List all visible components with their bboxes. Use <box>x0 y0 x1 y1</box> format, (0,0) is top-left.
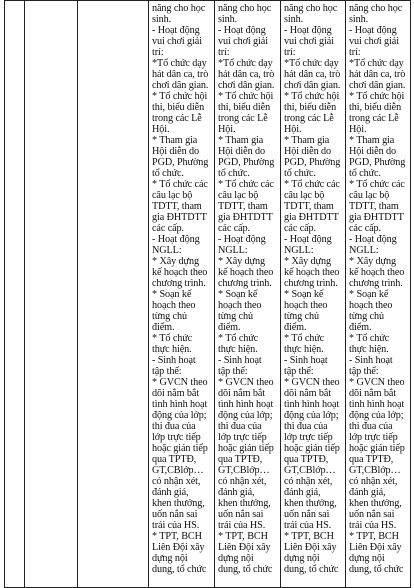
cell-line: GT,CBlớp… <box>284 465 336 476</box>
cell-line: thi đua của <box>152 421 196 432</box>
cell-line: *Tổ chức dạy <box>349 58 404 69</box>
cell-line: sinh. <box>218 14 238 25</box>
cell-line: động của lớp; <box>218 410 273 421</box>
cell-line: * Tổ chức hội <box>152 91 208 102</box>
cell-line: PGD, Phường <box>218 157 275 168</box>
cell-line: năng cho học <box>284 3 338 14</box>
cell-line: từng chủ <box>284 311 319 322</box>
cell-line: thực hiện. <box>152 344 192 355</box>
cell-line: PGD, Phường <box>349 157 406 168</box>
cell-line: * Tham gia <box>284 135 330 146</box>
cell-line: các cấp. <box>284 223 316 234</box>
cell-line: * Soạn kế <box>152 289 192 300</box>
cell-line: - Hoạt động <box>349 234 397 245</box>
cell-line: trái của HS. <box>349 520 397 531</box>
cell-line: * Xây dựng <box>218 256 265 267</box>
table-cell-activities <box>149 1 215 588</box>
cell-line: * TPT, BCH <box>349 531 399 542</box>
cell-line: vui chơi giải <box>349 36 399 47</box>
cell-line: thi, biểu diễn <box>349 102 402 113</box>
cell-line: * Tổ chức <box>349 333 390 344</box>
cell-line: Hội diễn do <box>349 146 397 157</box>
cell-line: trong các Lễ <box>349 113 399 124</box>
cell-line: hoạch theo <box>152 300 196 311</box>
cell-line: Liên Đội xây <box>152 542 205 553</box>
cell-line: trong các Lễ <box>218 113 268 124</box>
cell-line: chương trình. <box>349 278 403 289</box>
cell-line: - Hoạt động <box>284 234 332 245</box>
cell-line: NGLL: <box>218 245 248 256</box>
cell-line: uốn nắn sai <box>349 509 395 520</box>
cell-line: câu lạc bộ <box>152 190 193 201</box>
cell-line: - Sinh hoạt <box>284 355 328 366</box>
cell-line: GT,CBlớp… <box>349 465 401 476</box>
cell-line: chơi dân gian. <box>218 80 275 91</box>
cell-line: tổ chức. <box>152 168 184 179</box>
cell-line: hát dân ca, trò <box>284 69 341 80</box>
cell-line: năng cho học <box>152 3 206 14</box>
cell-line: * Tham gia <box>218 135 264 146</box>
cell-line: * Tham gia <box>152 135 198 146</box>
cell-line: điểm. <box>284 322 307 333</box>
cell-line: NGLL: <box>349 245 379 256</box>
cell-line: * Xây dựng <box>349 256 396 267</box>
cell-line: tổ chức. <box>218 168 250 179</box>
cell-line: điểm. <box>218 322 241 333</box>
cell-line: thi đua của <box>349 421 393 432</box>
cell-line: trái của HS. <box>284 520 332 531</box>
table-cell-activities <box>346 1 411 588</box>
cell-line: lớp trực tiếp <box>152 432 201 443</box>
cell-line: đánh giá, <box>284 487 321 498</box>
cell-line: hoặc gián tiếp <box>152 443 208 454</box>
cell-line: tổ chức. <box>284 168 316 179</box>
cell-line: khen thưởng, <box>152 498 205 509</box>
cell-line: * Xây dựng <box>284 256 331 267</box>
cell-line: dung, tổ chức <box>349 564 404 575</box>
cell-line: Liên Đội xây <box>218 542 271 553</box>
cell-line: * Tổ chức các <box>218 179 274 190</box>
cell-line: trí: <box>152 47 164 58</box>
cell-line: TDTT, tham <box>349 201 399 212</box>
cell-line: * Tổ chức các <box>152 179 208 190</box>
cell-line: qua TPTĐ, <box>349 454 394 465</box>
cell-line: khen thưởng, <box>218 498 271 509</box>
cell-line: Hội diễn do <box>152 146 200 157</box>
cell-line: kế hoạch theo <box>349 267 405 278</box>
cell-line: * TPT, BCH <box>284 531 334 542</box>
cell-line: tập thể: <box>218 366 248 377</box>
cell-line: Hội. <box>152 124 170 135</box>
cell-line: đánh giá, <box>349 487 386 498</box>
cell-line: trái của HS. <box>218 520 266 531</box>
cell-line: điểm. <box>349 322 372 333</box>
cell-line: * GVCN theo <box>284 377 340 388</box>
cell-line: - Sinh hoạt <box>152 355 196 366</box>
cell-line: - Hoạt động <box>349 25 397 36</box>
cell-line: dung, tổ chức <box>152 564 207 575</box>
table-cell-content <box>78 1 149 588</box>
cell-line: tình hình hoạt <box>218 399 274 410</box>
cell-line: động của lớp; <box>152 410 207 421</box>
cell-line: điểm. <box>152 322 175 333</box>
cell-line: *Tổ chức dạy <box>284 58 339 69</box>
cell-line: vui chơi giải <box>152 36 202 47</box>
cell-line: gia ĐHTDTT <box>152 212 207 223</box>
cell-line: TDTT, tham <box>152 201 202 212</box>
cell-line: Hội. <box>218 124 236 135</box>
cell-line: * Tổ chức <box>218 333 259 344</box>
plan-table <box>4 0 411 588</box>
cell-line: có nhận xét, <box>152 476 201 487</box>
cell-line: chương trình. <box>152 278 206 289</box>
cell-line: tập thể: <box>152 366 182 377</box>
cell-line: dung, tổ chức <box>284 564 339 575</box>
cell-line: chơi dân gian. <box>284 80 341 91</box>
cell-line: kế hoạch theo <box>152 267 208 278</box>
cell-line: khen thưởng, <box>349 498 402 509</box>
cell-line: * Xây dựng <box>152 256 199 267</box>
cell-line: đánh giá, <box>152 487 189 498</box>
table-cell-activities <box>281 1 346 588</box>
cell-line: gia ĐHTDTT <box>218 212 273 223</box>
cell-line: NGLL: <box>152 245 182 256</box>
cell-line: PGD, Phường <box>152 157 209 168</box>
cell-line: tình hình hoạt <box>284 399 340 410</box>
cell-line: trong các Lễ <box>284 113 334 124</box>
cell-line: sinh. <box>349 14 369 25</box>
cell-line: lớp trực tiếp <box>218 432 267 443</box>
cell-line: dõi nắm bắt <box>349 388 396 399</box>
cell-line: - Hoạt động <box>284 25 332 36</box>
cell-line: thi đua của <box>218 421 262 432</box>
cell-line: thi, biểu diễn <box>152 102 205 113</box>
cell-line: chương trình. <box>218 278 272 289</box>
cell-line: lớp trực tiếp <box>349 432 398 443</box>
cell-line: chơi dân gian. <box>152 80 209 91</box>
cell-line: hoặc gián tiếp <box>218 443 274 454</box>
cell-line: *Tổ chức dạy <box>152 58 207 69</box>
cell-line: - Hoạt động <box>152 234 200 245</box>
cell-line: tổ chức. <box>349 168 381 179</box>
cell-line: * Tổ chức <box>152 333 193 344</box>
cell-line: có nhận xét, <box>349 476 398 487</box>
cell-line: GT,CBlớp… <box>218 465 270 476</box>
cell-line: GT,CBlớp… <box>152 465 204 476</box>
cell-line: thi đua của <box>284 421 328 432</box>
cell-line: TDTT, tham <box>284 201 334 212</box>
cell-line: Hội diễn do <box>218 146 266 157</box>
cell-line: TDTT, tham <box>218 201 268 212</box>
cell-line: * Tổ chức các <box>284 179 340 190</box>
table-cell-activities <box>215 1 281 588</box>
cell-line: câu lạc bộ <box>349 190 390 201</box>
cell-line: thi, biểu diễn <box>218 102 271 113</box>
cell-line: năng cho học <box>349 3 403 14</box>
cell-line: Liên Đội xây <box>349 542 402 553</box>
cell-line: hoạch theo <box>284 300 328 311</box>
cell-line: qua TPTĐ, <box>152 454 197 465</box>
cell-line: dõi nắm bắt <box>218 388 265 399</box>
cell-line: câu lạc bộ <box>218 190 259 201</box>
cell-line: sinh. <box>152 14 172 25</box>
cell-line: khen thưởng, <box>284 498 337 509</box>
cell-line: Hội. <box>284 124 302 135</box>
cell-line: - Sinh hoạt <box>349 355 393 366</box>
cell-line: câu lạc bộ <box>284 190 325 201</box>
cell-line: - Hoạt động <box>218 234 266 245</box>
cell-line: tập thể: <box>349 366 379 377</box>
cell-line: * Tổ chức hội <box>349 91 405 102</box>
cell-line: - Sinh hoạt <box>218 355 262 366</box>
cell-line: - Hoạt động <box>152 25 200 36</box>
cell-line: gia ĐHTDTT <box>349 212 404 223</box>
cell-line: vui chơi giải <box>284 36 334 47</box>
cell-line: động của lớp; <box>284 410 339 421</box>
cell-line: qua TPTĐ, <box>218 454 263 465</box>
cell-line: hoạch theo <box>349 300 393 311</box>
cell-line: tình hình hoạt <box>349 399 405 410</box>
cell-line: đánh giá, <box>218 487 255 498</box>
cell-line: các cấp. <box>349 223 381 234</box>
cell-line: hát dân ca, trò <box>152 69 209 80</box>
cell-line: các cấp. <box>152 223 184 234</box>
cell-line: - Hoạt động <box>218 25 266 36</box>
cell-line: *Tổ chức dạy <box>218 58 273 69</box>
cell-line: có nhận xét, <box>284 476 333 487</box>
cell-line: từng chủ <box>152 311 187 322</box>
cell-line: tình hình hoạt <box>152 399 208 410</box>
cell-line: từng chủ <box>349 311 384 322</box>
cell-line: uốn nắn sai <box>152 509 198 520</box>
table-row <box>5 1 411 588</box>
cell-line: có nhận xét, <box>218 476 267 487</box>
cell-line: * Tổ chức hội <box>284 91 340 102</box>
cell-line: trái của HS. <box>152 520 200 531</box>
cell-line: chương trình. <box>284 278 338 289</box>
cell-line: Hội. <box>349 124 367 135</box>
cell-line: PGD, Phường <box>284 157 341 168</box>
cell-line: * Tham gia <box>349 135 395 146</box>
cell-line: * Soạn kế <box>284 289 324 300</box>
cell-line: hoạch theo <box>218 300 262 311</box>
cell-line: lớp trực tiếp <box>284 432 333 443</box>
cell-line: * Tổ chức <box>284 333 325 344</box>
cell-line: dựng nội <box>284 553 320 564</box>
cell-line: động của lớp; <box>349 410 404 421</box>
cell-line: thi, biểu diễn <box>284 102 337 113</box>
cell-line: hát dân ca, trò <box>218 69 275 80</box>
cell-line: hoặc gián tiếp <box>349 443 405 454</box>
cell-line: uốn nắn sai <box>218 509 264 520</box>
cell-line: từng chủ <box>218 311 253 322</box>
cell-line: * Soạn kế <box>349 289 389 300</box>
cell-line: vui chơi giải <box>218 36 268 47</box>
cell-line: * Tổ chức các <box>349 179 405 190</box>
cell-line: NGLL: <box>284 245 314 256</box>
cell-line: trí: <box>349 47 361 58</box>
cell-line: tập thể: <box>284 366 314 377</box>
cell-line: * Tổ chức hội <box>218 91 274 102</box>
cell-line: * TPT, BCH <box>152 531 202 542</box>
cell-line: gia ĐHTDTT <box>284 212 339 223</box>
cell-line: * TPT, BCH <box>218 531 268 542</box>
cell-line: dõi nắm bắt <box>284 388 331 399</box>
cell-line: năng cho học <box>218 3 272 14</box>
cell-line: dựng nội <box>218 553 254 564</box>
cell-line: * GVCN theo <box>218 377 274 388</box>
cell-line: dựng nội <box>152 553 188 564</box>
cell-line: trí: <box>218 47 230 58</box>
cell-line: dung, tổ chức <box>218 564 273 575</box>
cell-line: uốn nắn sai <box>284 509 330 520</box>
cell-line: dựng nội <box>349 553 385 564</box>
cell-line: kế hoạch theo <box>218 267 274 278</box>
cell-line: hát dân ca, trò <box>349 69 406 80</box>
cell-line: hoặc gián tiếp <box>284 443 340 454</box>
cell-line: thực hiện. <box>284 344 324 355</box>
cell-line: kế hoạch theo <box>284 267 340 278</box>
cell-line: * Soạn kế <box>218 289 258 300</box>
cell-line: qua TPTĐ, <box>284 454 329 465</box>
cell-line: thực hiện. <box>218 344 258 355</box>
cell-line: các cấp. <box>218 223 250 234</box>
cell-line: * GVCN theo <box>152 377 208 388</box>
cell-line: trong các Lễ <box>152 113 202 124</box>
table-cell-index <box>5 1 25 588</box>
cell-line: thực hiện. <box>349 344 389 355</box>
cell-line: sinh. <box>284 14 304 25</box>
cell-line: dõi nắm bắt <box>152 388 199 399</box>
cell-line: trí: <box>284 47 296 58</box>
cell-line: Liên Đội xây <box>284 542 337 553</box>
cell-line: chơi dân gian. <box>349 80 406 91</box>
table-cell-content <box>25 1 78 588</box>
cell-line: * GVCN theo <box>349 377 405 388</box>
cell-line: Hội diễn do <box>284 146 332 157</box>
